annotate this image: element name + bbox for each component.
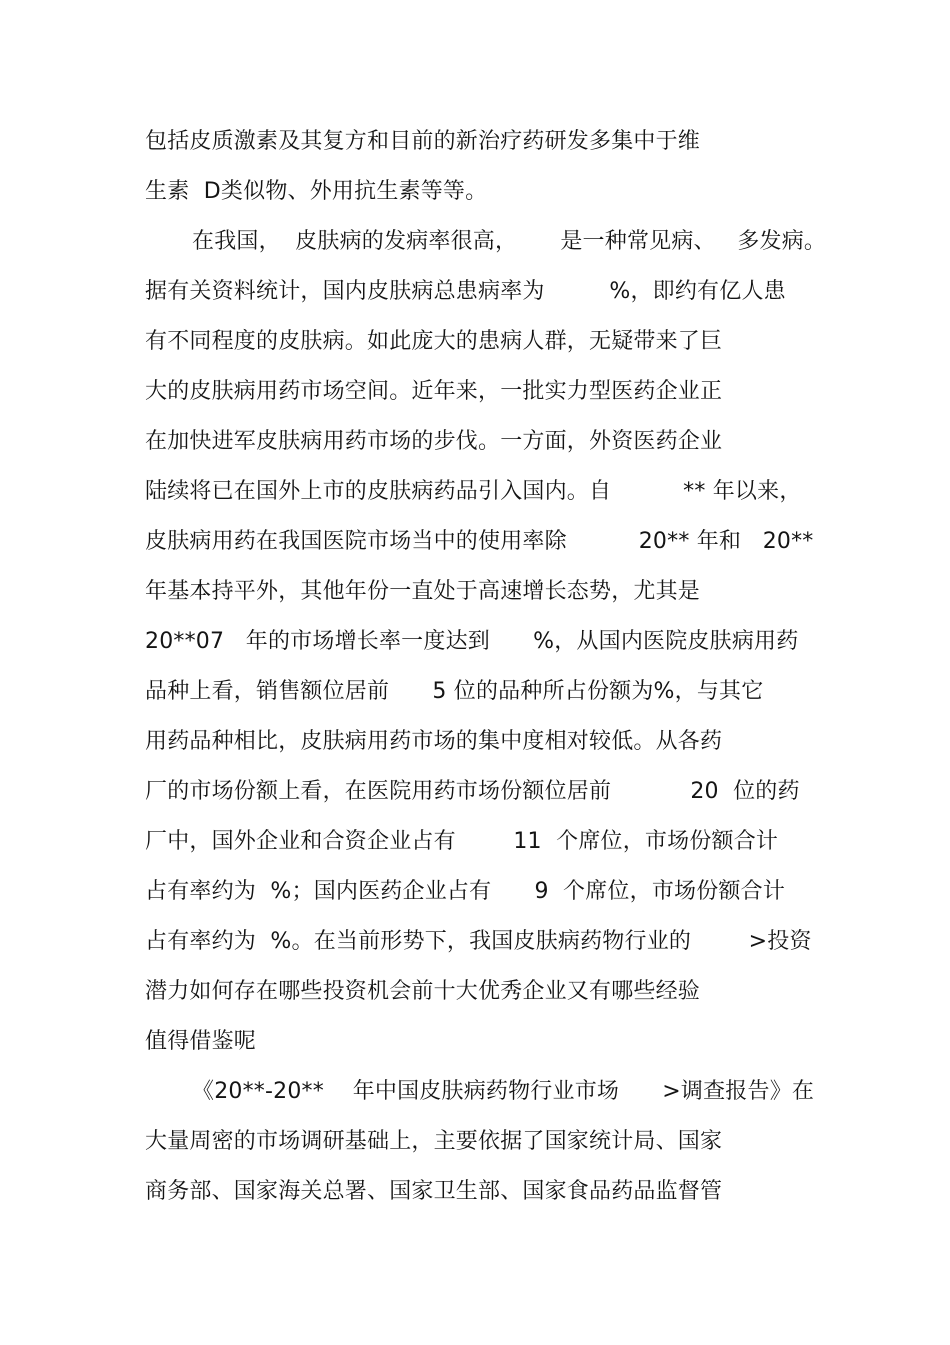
- text-line: 年基本持平外，其他年份一直处于高速增长态势，尤其是: [145, 579, 701, 604]
- text-line: 品种上看，销售额位居前 5 位的品种所占份额为%，与其它: [145, 679, 764, 704]
- text-line: 皮肤病用药在我国医院市场当中的使用率除 20** 年和 20**: [145, 529, 814, 554]
- text-line: 包括皮质激素及其复方和目前的新治疗药研发多集中于维: [145, 129, 701, 154]
- text-line: 有不同程度的皮肤病。如此庞大的患病人群，无疑带来了巨: [145, 329, 723, 354]
- text-line: 20**07 年的市场增长率一度达到 %，从国内医院皮肤病用药: [145, 629, 799, 654]
- text-line: 值得借鉴呢: [145, 1029, 257, 1054]
- text-line: 潜力如何存在哪些投资机会前十大优秀企业又有哪些经验: [145, 979, 701, 1004]
- text-line: 据有关资料统计，国内皮肤病总患病率为 %，即约有亿人患: [145, 279, 786, 304]
- text-line: 大量周密的市场调研基础上，主要依据了国家统计局、国家: [145, 1129, 723, 1154]
- text-line: 商务部、国家海关总署、国家卫生部、国家食品药品监督管: [145, 1179, 723, 1204]
- text-line: 在加快进军皮肤病用药市场的步伐。一方面，外资医药企业: [145, 429, 723, 454]
- text-line: 大的皮肤病用药市场空间。近年来，一批实力型医药企业正: [145, 379, 723, 404]
- paragraph-start-line: 《20**-20** 年中国皮肤病药物行业市场 >调查报告》在: [192, 1079, 815, 1104]
- text-line: 用药品种相比，皮肤病用药市场的集中度相对较低。从各药: [145, 729, 723, 754]
- text-line: 占有率约为 %。在当前形势下，我国皮肤病药物行业的 >投资: [145, 929, 812, 954]
- text-line: 占有率约为 %；国内医药企业占有 9 个席位，市场份额合计: [145, 879, 786, 904]
- text-line: 陆续将已在国外上市的皮肤病药品引入国内。自 ** 年以来，: [145, 479, 802, 504]
- text-line: 生素 D类似物、外用抗生素等等。: [145, 179, 488, 204]
- paragraph-start-line: 在我国， 皮肤病的发病率很高， 是一种常见病、 多发病。: [192, 229, 827, 254]
- text-line: 厂中，国外企业和合资企业占有 11 个席位，市场份额合计: [145, 829, 779, 854]
- text-line: 厂的市场份额上看，在医院用药市场份额位居前 20 位的药: [145, 779, 800, 804]
